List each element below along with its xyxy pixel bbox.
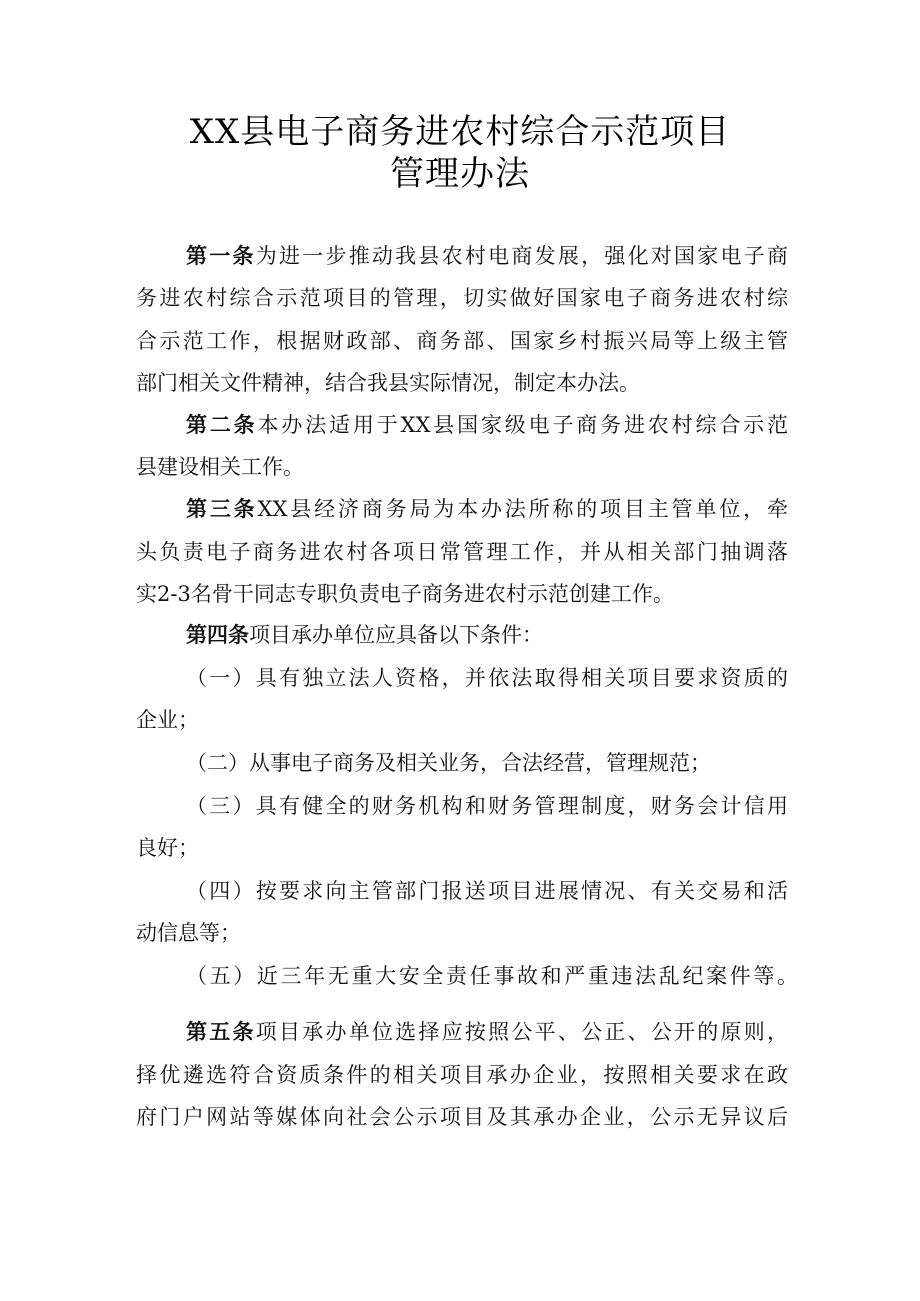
article-3-line-2: 头负责电子商务进农村各项日常管理工作，并从相关部门抽调落	[136, 540, 788, 564]
article-1-line-3: 合示范工作，根据财政部、商务部、国家乡村振兴局等上级主管	[136, 329, 788, 353]
article-3-line-3: 实2-3名骨干同志专职负责电子商务进农村示范创建工作。	[136, 582, 674, 606]
article-4-item-3-line-2: 良好；	[136, 836, 199, 860]
article-4-heading: 第四条	[186, 622, 249, 647]
article-2-heading: 第二条	[186, 412, 258, 437]
article-1-line-4: 部门相关文件精神，结合我县实际情况，制定本办法。	[136, 371, 640, 395]
article-3-text-1: XX县经济商务局为本办法所称的项目主管单位，牵	[257, 497, 788, 521]
document-title-line-1: XX县电子商务进农村综合示范项目	[189, 112, 731, 152]
article-4-item-4-line-1: （四）按要求向主管部门报送项目进展情况、有关交易和活	[186, 879, 788, 903]
article-4-item-1-line-2: 企业；	[136, 708, 199, 732]
article-4-item-4-line-2: 动信息等；	[136, 921, 241, 945]
article-1-text-1: 为进一步推动我县农村电商发展，强化对国家电子商	[255, 244, 789, 268]
article-5-line-1	[186, 1011, 788, 1053]
article-4-item-5: （五）近三年无重大安全责任事故和严重违法乱纪案件等。	[186, 964, 798, 988]
article-3-heading: 第三条	[186, 496, 258, 521]
article-4-item-2: （二）从事电子商务及相关业务，合法经营，管理规范；	[186, 751, 711, 775]
article-1-line-1	[186, 235, 788, 277]
article-4-line-1	[186, 614, 788, 656]
article-2-line-1	[186, 404, 788, 446]
article-5-line-3: 府门户网站等媒体向社会公示项目及其承办企业，公示无异议后	[136, 1105, 788, 1129]
article-2-text-1: 本办法适用于XX县国家级电子商务进农村综合示范	[257, 413, 788, 437]
article-4-item-1-line-1: （一）具有独立法人资格，并依法取得相关项目要求资质的	[186, 666, 788, 690]
article-4-item-3-line-1: （三）具有健全的财务机构和财务管理制度，财务会计信用	[186, 794, 788, 818]
article-4-text-1: 项目承办单位应具备以下条件：	[249, 623, 543, 647]
article-2-line-2: 县建设相关工作。	[136, 455, 304, 479]
article-5-line-2: 择优遴选符合资质条件的相关项目承办企业，按照相关要求在政	[136, 1063, 788, 1087]
article-3-line-1	[186, 488, 788, 530]
article-1-heading: 第一条	[186, 243, 256, 268]
document-title-line-2: 管理办法	[390, 154, 530, 194]
article-1-line-2: 务进农村综合示范项目的管理，切实做好国家电子商务进农村综	[136, 286, 788, 310]
article-5-heading: 第五条	[186, 1019, 256, 1044]
article-5-text-1: 项目承办单位选择应按照公平、公正、公开的原则，	[255, 1020, 789, 1044]
